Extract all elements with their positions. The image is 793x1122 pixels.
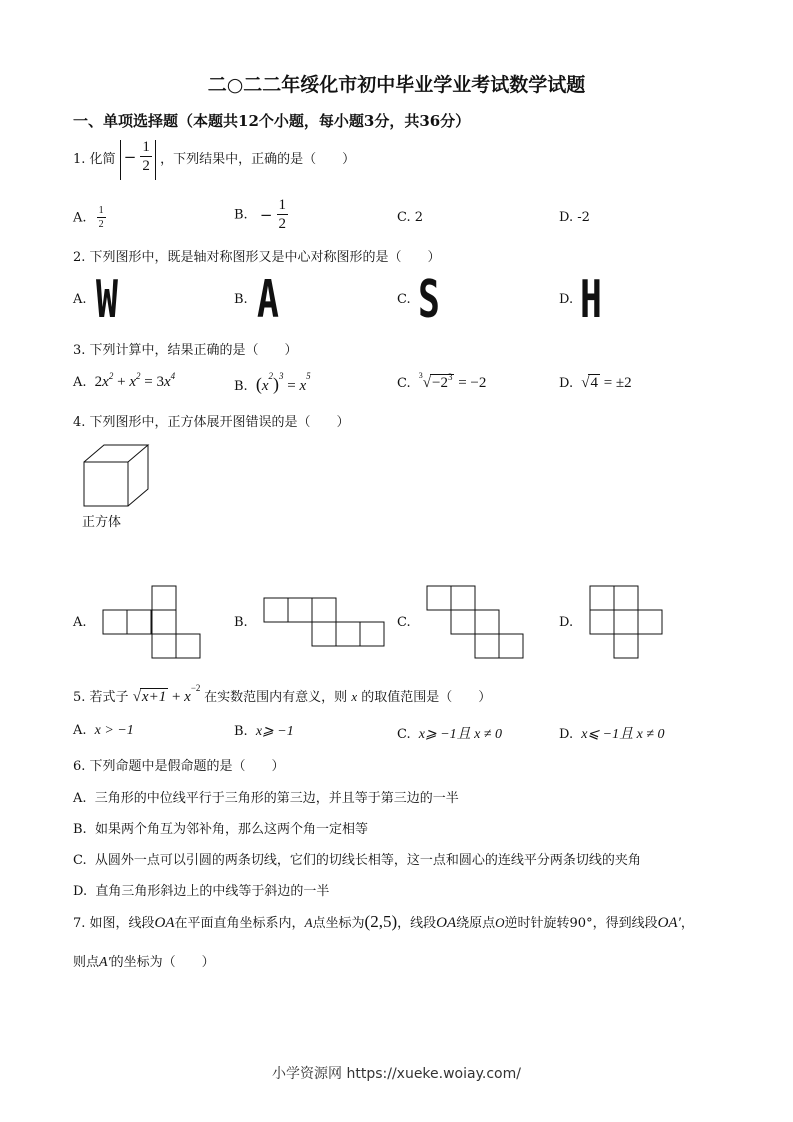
q2-option-c[interactable]: C.	[397, 292, 411, 307]
q4-option-c[interactable]: C.	[397, 615, 411, 630]
q4-option-d[interactable]: D.	[559, 615, 574, 630]
glyph-a: A	[257, 270, 279, 330]
fraction: $\frac{1}{2}$	[142, 139, 150, 174]
glyph-w: W	[96, 270, 118, 330]
question-2: 2. 下列图形中，既是轴对称图形又是中心对称图形的是（ ）	[73, 250, 441, 265]
q2-option-a[interactable]: A.	[73, 292, 87, 307]
q6-option-a[interactable]: A. 三角形的中位线平行于三角形的第三边，并且等于第三边的一半	[73, 791, 459, 806]
question-6: 6. 下列命题中是假命题的是（ ）	[73, 759, 285, 774]
question-1	[73, 139, 356, 188]
math-expression: $(x^2)^3 = x^5$	[255, 371, 311, 394]
q2-option-d[interactable]: D.	[559, 292, 574, 307]
q1-option-c[interactable]: C. 2	[397, 210, 424, 225]
question-suffix: ，下列结果中，正确的是（ ）	[160, 151, 356, 167]
cube-net-a	[102, 585, 202, 663]
q5-option-c[interactable]: C. x⩾ −1且 x ≠ 0	[397, 727, 503, 742]
question-number: 1.	[73, 151, 86, 167]
math-expression: √4 = ±2	[581, 375, 632, 391]
cube-net-c	[426, 585, 526, 663]
q5-option-a[interactable]: A. x > −1	[73, 723, 134, 738]
page-title: 二○二二年绥化市初中毕业学业考试数学试题	[207, 74, 586, 96]
cube-label: 正方体	[82, 515, 122, 530]
q4-option-a[interactable]: A.	[73, 615, 87, 630]
q3-option-a[interactable]: A. $2x^2 + x^2 = 3x^4$	[73, 371, 176, 390]
q6-option-d[interactable]: D. 直角三角形斜边上的中线等于斜边的一半	[73, 884, 330, 899]
question-3: 3. 下列计算中，结果正确的是（ ）	[73, 343, 298, 358]
question-7-line-2: 则点A′的坐标为（ ）	[73, 955, 215, 970]
math-expression: $^3√-2^3 = -2$	[418, 371, 487, 391]
question-4: 4. 下列图形中，正方体展开图错误的是（ ）	[73, 415, 350, 430]
q3-option-c[interactable]: C. $^3√-2^3 = -2$	[397, 371, 487, 391]
q3-option-d[interactable]: D. √4 = ±2	[559, 375, 632, 391]
fraction: $\frac{1}{2}$	[278, 197, 287, 232]
absolute-value-expression: − $\frac{1}{2}$	[120, 140, 156, 180]
q2-option-b[interactable]: B.	[234, 292, 248, 307]
section-heading: 一、单项选择题（本题共12个小题，每小题3分，共36分）	[73, 112, 471, 130]
cube-net-d	[589, 585, 665, 663]
q3-option-b[interactable]: B. $(x^2)^3 = x^5$	[234, 371, 311, 394]
q1-option-d[interactable]: D. -2	[559, 210, 590, 225]
glyph-s: S	[418, 270, 440, 330]
glyph-h: H	[580, 270, 602, 330]
q5-option-d[interactable]: D. x⩽ −1且 x ≠ 0	[559, 727, 665, 742]
q5-option-b[interactable]: B. x⩾ −1	[234, 724, 294, 739]
q6-option-c[interactable]: C. 从圆外一点可以引圆的两条切线，它们的切线长相等，这一点和圆心的连线平分两条切线的夹角	[73, 853, 641, 868]
footer-watermark: 小学资源网 https://xueke.woiay.com/	[272, 1066, 521, 1082]
math-expression: $2x^2 + x^2 = 3x^4$	[94, 371, 176, 390]
fraction: $\frac{1}{2}$	[98, 205, 104, 230]
q4-option-b[interactable]: B.	[234, 615, 248, 630]
question-5: 5. 若式子 $√x+1 + x^{-2}$ 在实数范围内有意义，则 x 的取值范围是（ ）	[73, 683, 492, 705]
math-expression: $√x+1 + x^{-2}$	[132, 683, 201, 705]
q1-option-b[interactable]: B. − $\frac{1}{2}$	[234, 197, 287, 232]
q6-option-b[interactable]: B. 如果两个角互为邻补角，那么这两个角一定相等	[73, 822, 368, 837]
cube-figure	[80, 442, 160, 512]
question-prefix: 化简	[89, 151, 116, 167]
q1-option-a[interactable]: A. $\frac{1}{2}$	[73, 205, 104, 230]
cube-net-b	[263, 597, 387, 649]
question-7-line-1: 7. 如图，线段OA在平面直角坐标系内，A点坐标为(2,5)，线段OA绕原点O逆时针旋转90°，得到线段OA′，	[73, 912, 694, 931]
